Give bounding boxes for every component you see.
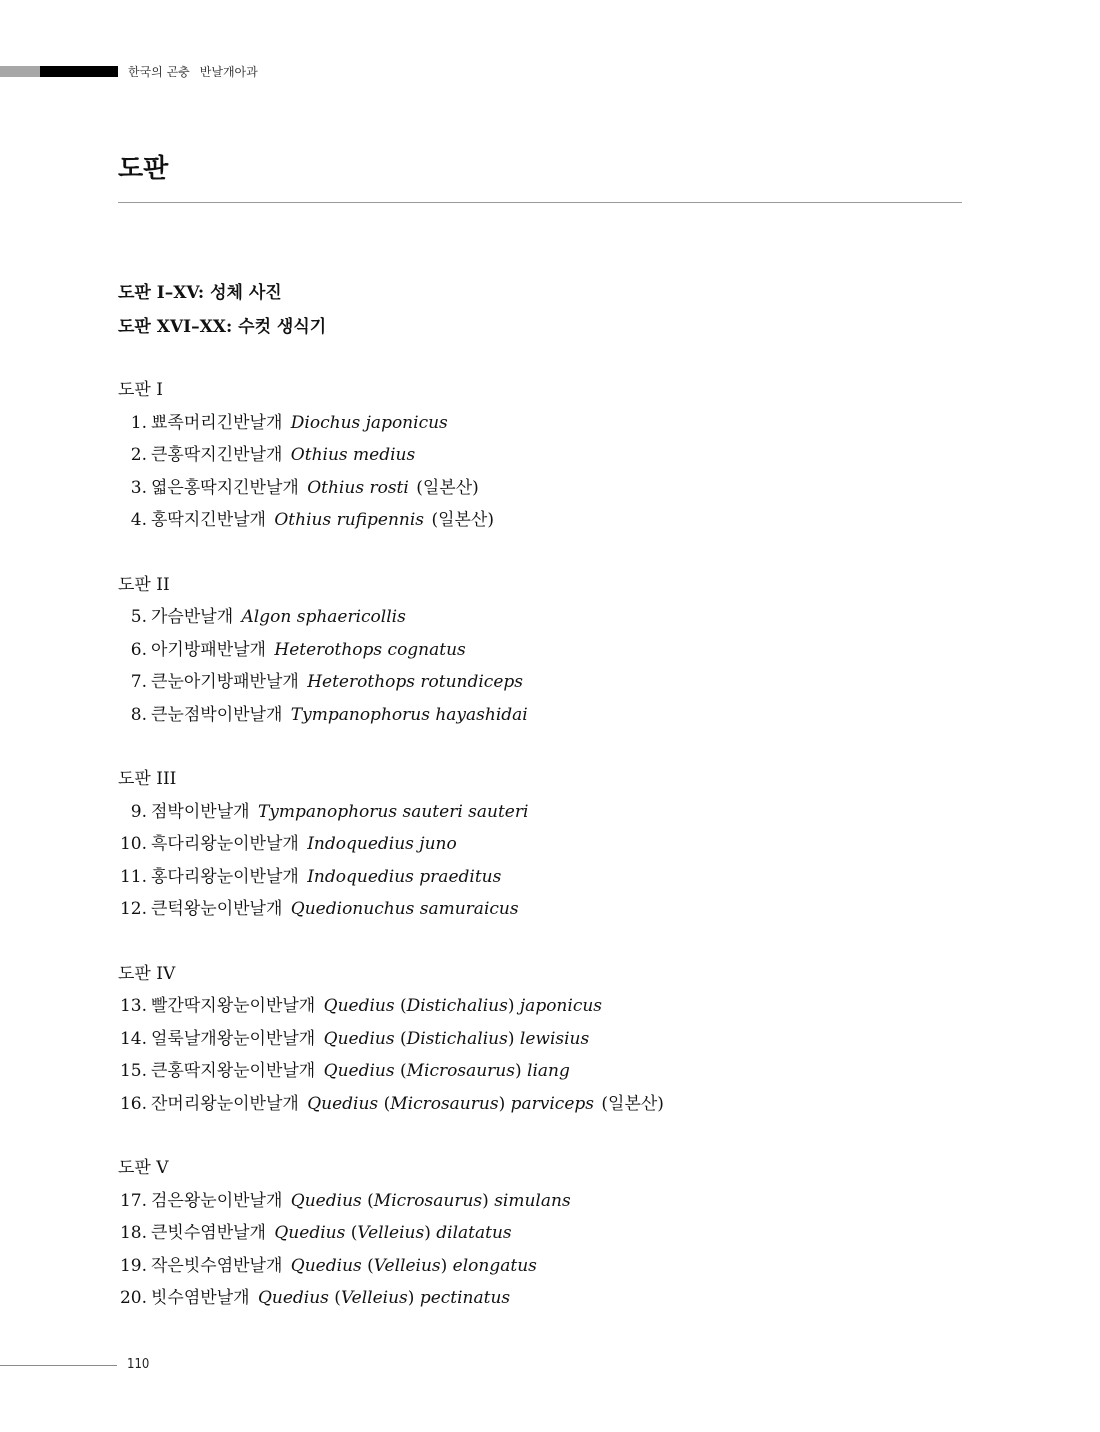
species-entry <box>118 504 998 537</box>
species-epithet: samuraicus <box>419 899 519 919</box>
subgenus-group: (Microsaurus) <box>361 1190 489 1211</box>
plate-label: 도판 V <box>118 1158 169 1178</box>
entry-number: 7. <box>130 672 147 692</box>
genus-name: Heterothops <box>307 672 415 692</box>
subgenus-name: Velleius <box>340 1288 408 1308</box>
origin-note: (일본산) <box>601 1093 664 1114</box>
korean-name: 홍다리왕눈이반날개 <box>151 866 299 887</box>
subgenus-group: (Distichalius) <box>394 1028 515 1049</box>
species-entry <box>118 893 998 926</box>
scientific-name <box>291 705 528 725</box>
plate-section <box>118 763 998 926</box>
species-entry <box>118 472 998 505</box>
species-epithet: cognatus <box>387 639 466 660</box>
species-epithet: japonicus <box>519 996 603 1016</box>
genus-name: Quedius <box>323 1028 395 1049</box>
subgenus-name: Distichalius <box>406 996 508 1016</box>
genus-name: Quedius <box>257 1288 329 1308</box>
header-bar-gray <box>0 66 40 77</box>
summary-line-genitalia: 도판 XVI–XX: 수컷 생식기 <box>118 317 327 337</box>
species-epithet: liang <box>527 1061 570 1081</box>
entry-number: 6. <box>130 639 147 660</box>
genus-name: Quedionuchus <box>290 899 415 919</box>
korean-name: 뾰족머리긴반날개 <box>151 412 283 433</box>
plate-label: 도판 IV <box>118 963 176 984</box>
header-book-title: 한국의 곤충 <box>128 65 190 79</box>
entry-number: 15. <box>119 1061 147 1081</box>
species-epithet: parviceps <box>510 1093 594 1114</box>
korean-name: 큰눈아기방패반날개 <box>151 672 299 692</box>
species-epithet: elongatus <box>452 1255 537 1276</box>
scientific-name <box>274 1223 511 1243</box>
scientific-name <box>242 607 406 627</box>
subgenus-name: Velleius <box>373 1255 441 1276</box>
scientific-name <box>291 413 448 433</box>
korean-name: 점박이반날개 <box>151 801 250 822</box>
genus-name: Tympanophorus <box>290 704 430 725</box>
genus-name: Quedius <box>323 996 395 1016</box>
scientific-name <box>291 899 519 919</box>
species-entry <box>118 1023 998 1056</box>
species-entry <box>118 439 998 472</box>
genus-name: Tympanophorus <box>257 801 398 822</box>
species-entry <box>118 1282 998 1315</box>
entry-number: 16. <box>119 1093 147 1114</box>
korean-name: 검은왕눈이반날개 <box>151 1190 283 1211</box>
scientific-name <box>307 867 501 887</box>
entry-number: 9. <box>130 801 147 822</box>
species-entry <box>118 666 998 699</box>
genus-name: Quedius <box>274 1223 346 1243</box>
entry-number: 1. <box>130 412 147 433</box>
entry-number: 12. <box>119 899 147 919</box>
species-epithet: sauteri sauteri <box>402 801 529 822</box>
species-entry <box>118 1250 998 1283</box>
entry-number: 20. <box>119 1288 147 1308</box>
entry-number: 14. <box>119 1028 147 1049</box>
species-entry <box>118 796 998 829</box>
scientific-name <box>307 1094 594 1114</box>
species-entry <box>118 1185 998 1218</box>
subgenus-name: Microsaurus <box>373 1190 483 1211</box>
genus-name: Algon <box>241 607 292 627</box>
subgenus-name: Microsaurus <box>390 1093 499 1114</box>
header-section-title: 반날개아과 <box>199 65 258 79</box>
entry-number: 2. <box>130 445 147 465</box>
species-epithet: simulans <box>494 1190 571 1211</box>
plate-label: 도판 III <box>118 769 177 789</box>
species-epithet: hayashidai <box>435 704 528 725</box>
plate-section <box>118 1152 998 1315</box>
species-entry <box>118 1055 998 1088</box>
korean-name: 흑다리왕눈이반날개 <box>151 834 299 854</box>
species-epithet: lewisius <box>519 1028 590 1049</box>
page-title: 도판 <box>118 154 169 184</box>
plate-section <box>118 958 998 1121</box>
genus-name: Indoquedius <box>307 866 414 887</box>
species-epithet: japonicus <box>365 412 448 433</box>
subgenus-group: (Velleius) <box>361 1255 448 1276</box>
subgenus-group: (Microsaurus) <box>378 1093 506 1114</box>
scientific-name <box>291 1256 537 1276</box>
korean-name: 큰홍딱지왕눈이반날개 <box>151 1061 316 1081</box>
scientific-name <box>274 510 424 530</box>
genus-name: Quedius <box>307 1093 379 1114</box>
korean-name: 작은빗수염반날개 <box>151 1255 283 1276</box>
subgenus-name: Distichalius <box>406 1028 508 1049</box>
scientific-name <box>258 1288 510 1308</box>
entry-number: 11. <box>119 866 147 887</box>
species-epithet: praeditus <box>419 866 502 887</box>
scientific-name <box>324 996 602 1016</box>
scientific-name <box>307 478 409 498</box>
species-entry <box>118 699 998 732</box>
species-epithet: juno <box>419 834 457 854</box>
korean-name: 빨간딱지왕눈이반날개 <box>151 996 316 1016</box>
origin-note: (일본산) <box>431 510 494 530</box>
species-entry <box>118 828 998 861</box>
species-epithet: dilatatus <box>436 1223 512 1243</box>
korean-name: 큰턱왕눈이반날개 <box>151 899 283 919</box>
scientific-name <box>274 640 465 660</box>
korean-name: 아기방패반날개 <box>151 639 266 660</box>
header-bar-black <box>40 66 118 77</box>
genus-name: Quedius <box>290 1190 362 1211</box>
plate-list <box>118 374 998 1347</box>
plate-section <box>118 374 998 537</box>
genus-name: Quedius <box>290 1255 362 1276</box>
species-epithet: rotundiceps <box>420 672 523 692</box>
korean-name: 큰홍딱지긴반날개 <box>151 445 283 465</box>
species-entry <box>118 990 998 1023</box>
korean-name: 홍딱지긴반날개 <box>151 510 266 530</box>
entry-number: 13. <box>119 996 147 1016</box>
genus-name: Indoquedius <box>307 834 414 854</box>
genus-name: Heterothops <box>274 639 383 660</box>
title-divider <box>118 202 962 203</box>
subgenus-group: (Distichalius) <box>394 996 515 1016</box>
species-entry <box>118 407 998 440</box>
scientific-name <box>324 1029 590 1049</box>
subgenus-group: (Microsaurus) <box>394 1061 522 1081</box>
entry-number: 18. <box>119 1223 147 1243</box>
korean-name: 큰빗수염반날개 <box>151 1223 266 1243</box>
korean-name: 얼룩날개왕눈이반날개 <box>151 1028 316 1049</box>
page-number: 110 <box>127 1357 150 1372</box>
species-entry <box>118 601 998 634</box>
entry-number: 10. <box>119 834 147 854</box>
plate-label: 도판 I <box>118 380 163 400</box>
plate-section <box>118 569 998 732</box>
entry-number: 19. <box>119 1255 147 1276</box>
scientific-name <box>258 802 528 822</box>
korean-name: 빗수염반날개 <box>151 1288 250 1308</box>
species-entry <box>118 861 998 894</box>
footer-rule <box>0 1365 117 1366</box>
subgenus-group: (Velleius) <box>328 1288 415 1308</box>
entry-number: 8. <box>130 704 147 725</box>
species-entry <box>118 1217 998 1250</box>
genus-name: Quedius <box>323 1061 395 1081</box>
subgenus-name: Microsaurus <box>406 1061 515 1081</box>
species-epithet: rufipennis <box>336 510 425 530</box>
entry-number: 3. <box>130 477 147 498</box>
korean-name: 잔머리왕눈이반날개 <box>151 1093 299 1114</box>
korean-name: 큰눈점박이반날개 <box>151 704 283 725</box>
entry-number: 17. <box>119 1190 147 1211</box>
korean-name: 엷은홍딱지긴반날개 <box>151 477 299 498</box>
species-epithet: pectinatus <box>419 1288 511 1308</box>
scientific-name <box>307 834 456 854</box>
subgenus-name: Velleius <box>357 1223 425 1243</box>
genus-name: Diochus <box>290 412 361 433</box>
scientific-name <box>307 672 523 692</box>
species-epithet: medius <box>353 445 416 465</box>
species-entry <box>118 634 998 667</box>
species-entry <box>118 1088 998 1121</box>
genus-name: Othius <box>274 510 332 530</box>
entry-number: 5. <box>130 607 147 627</box>
scientific-name <box>324 1061 570 1081</box>
entry-number: 4. <box>130 510 147 530</box>
plate-summary <box>118 276 326 344</box>
subgenus-group: (Velleius) <box>345 1223 431 1243</box>
scientific-name <box>291 1191 571 1211</box>
genus-name: Othius <box>307 477 365 498</box>
genus-name: Othius <box>290 445 348 465</box>
korean-name: 가슴반날개 <box>151 607 234 627</box>
species-epithet: rosti <box>369 477 409 498</box>
plate-label: 도판 II <box>118 574 170 595</box>
species-epithet: sphaericollis <box>296 607 406 627</box>
scientific-name <box>291 445 415 465</box>
origin-note: (일본산) <box>416 477 479 498</box>
running-header <box>128 63 258 80</box>
summary-line-adult-photos: 도판 I–XV: 성체 사진 <box>118 283 282 303</box>
